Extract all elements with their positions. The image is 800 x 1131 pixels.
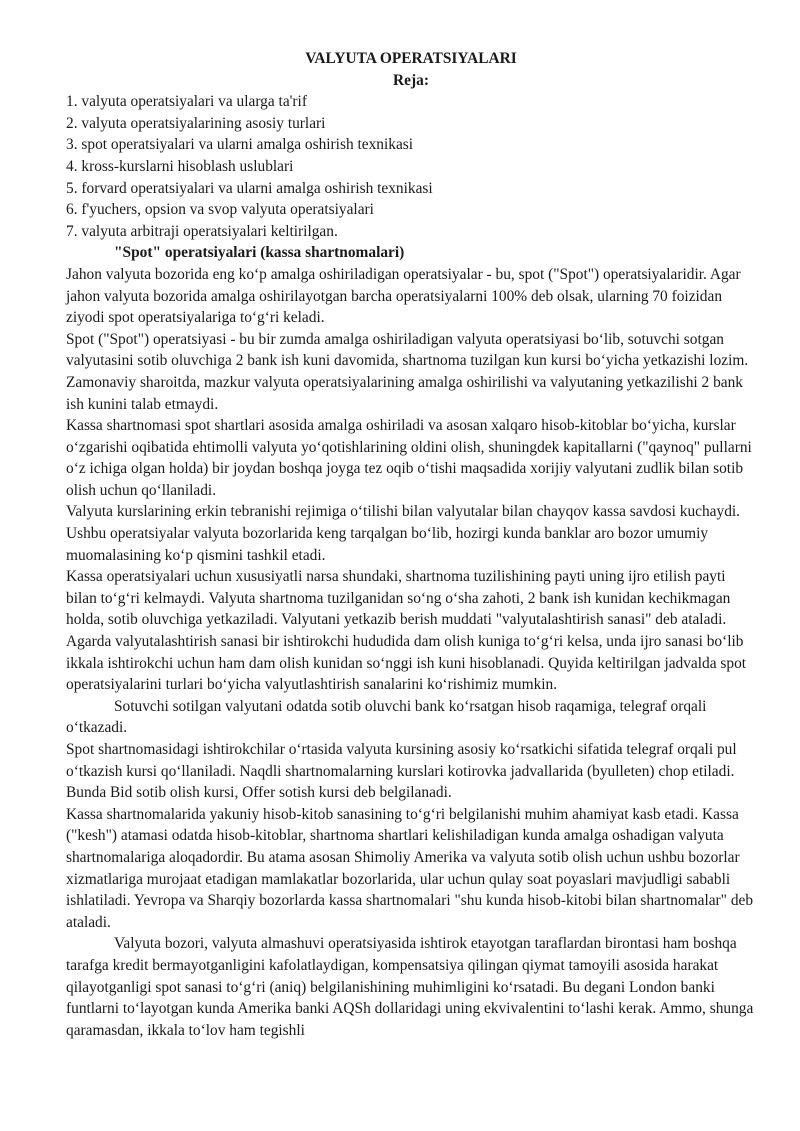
plan-item: 3. spot operatsiyalari va ularni amalga oshirish texnikasi xyxy=(66,136,414,154)
document-page xyxy=(66,48,756,1041)
plan-item: 4. kross-kurslarni hisoblash uslublari xyxy=(66,157,294,175)
paragraph: Spot shartnomasidagi ishtirokchilar oʻrtasida valyuta kursining asosiy koʻrsatkichi sifatida telegraf orqali pul oʻtkazish kursi qoʻllaniladi. Naqdli shartnomalarning kurslari kotirovka jadvallarida (byulleten) chop etiladi. Bunda Bid sotib olish kursi, Offer sotish kursi deb belgilanadi. xyxy=(66,741,737,802)
paragraph: Sotuvchi sotilgan valyutani odatda sotib oluvchi bank koʻrsatgan hisob raqamiga, telegraf orqali oʻtkazadi. xyxy=(66,697,707,737)
paragraph: Valyuta kurslarining erkin tebranishi rejimiga oʻtilishi bilan valyutalar bilan chayqov kassa savdosi kuchaydi. Ushbu operatsiyalar valyuta bozorlarida keng tarqalgan boʻlib, hozirgi kunda banklar aro bozor umumiy muomalasining koʻp qismini tashkil etadi. xyxy=(66,503,741,564)
paragraph: Spot ("Spot") operatsiyasi - bu bir zumda amalga oshiriladigan valyuta operatsiyasi boʻlib, sotuvchi sotgan valyutasini sotib oluvchiga 2 bank ish kuni davomida, shartnoma tuzilgan kun kursi boʻyicha yetkazishi lozim. Zamonaviy sharoitda, mazkur valyuta operatsiyalarining amalga oshirilishi va valyutaning yetkazilishi 2 bank ish kunini talab etmaydi. xyxy=(66,330,749,413)
paragraph: Valyuta bozori, valyuta almashuvi operatsiyasida ishtirok etayotgan taraflardan birontasi ham boshqa tarafga kredit bermayotganligini kafolatlaydigan, kompensatsiya qilingan qiymat tamoyili asosida harakat qilayotganligi spot sanasi toʻgʻri (aniq) belgilanishining muhimligini koʻrsatadi. Bu degani London banki funtlarni toʻlayotgan kunda Amerika banki AQSh dollaridagi uning ekvivalentini toʻlashi kerak. Ammo, shunga qaramasdan, ikkala toʻlov ham tegishli xyxy=(66,935,754,1039)
plan-item: 6. f'yuchers, opsion va svop valyuta operatsiyalari xyxy=(66,201,374,219)
paragraph: Jahon valyuta bozorida eng koʻp amalga oshiriladigan operatsiyalar - bu, spot ("Spot") operatsiyalaridir. Agar jahon valyuta bozorida amalga oshirilayotgan barcha operatsiyalarni 100% deb olsak, ularning 70 foizidan ziyodi spot operatsiyalariga toʻgʻri keladi. xyxy=(66,265,741,327)
paragraph: Kassa shartnomalarida yakuniy hisob-kitob sanasining toʻgʻri belgilanishi muhim ahamiyat kasb etadi. Kassa ("kesh") atamasi odatda hisob-kitoblar, shartnoma shartlari kelishiladigan kunda amalga oshadigan valyuta shartnomalariga aloqadordir. Bu atama asosan Shimoliy Amerika va valyuta sotib olish uchun ushbu bozorlar xizmatlariga murojaat etadigan mamlakatlar bozorlarida, ular uchun qulay soat poyaslari mavjudligi sababli ishlatiladi. Yevropa va Sharqiy bozorlarda kassa shartnomalari "shu kunda hisob-kitobi bilan shartnomalar" deb ataladi. xyxy=(66,805,754,931)
plan-list xyxy=(66,91,756,242)
plan-item: 2. valyuta operatsiyalarining asosiy turlari xyxy=(66,114,326,132)
plan-heading: Reja: xyxy=(393,71,429,89)
section-heading: "Spot" operatsiyalari (kassa shartnomalari) xyxy=(114,244,405,262)
paragraph: Kassa shartnomasi spot shartlari asosida amalga oshiriladi va asosan xalqaro hisob-kitoblar boʻyicha, kurslar oʻzgarishi oqibatida ehtimolli valyuta yoʻqotishlarining oldini olish, shuningdek kapitallarni ("qaynoq" pullarni oʻz ichiga olgan holda) bir joydan boshqa joyga tez oqib oʻtishi maqsadida xorijiy valyutani zudlik bilan sotib olish uchun qoʻllaniladi. xyxy=(66,417,752,499)
plan-item: 1. valyuta operatsiyalari va ularga ta'rif xyxy=(66,93,307,111)
paragraph: Kassa operatsiyalari uchun xususiyatli narsa shundaki, shartnoma tuzilishining payti uning ijro etilish payti bilan toʻgʻri kelmaydi. Valyuta shartnoma tuzilganidan soʻng oʻsha zahoti, 2 bank ish kunidan kechikmagan holda, sotib oluvchiga yetkaziladi. Valyutani yetkazib berish muddati "valyutalashtirish sanasi" deb ataladi. Agarda valyutalashtirish sanasi bir ishtirokchi hududida dam olish kuniga toʻgʻri kelsa, unda ijro sanasi boʻlib ikkala ishtirokchi uchun ham dam olish kunidan soʻnggi ish kuni hisoblanadi. Quyida keltirilgan jadvalda spot operatsiyalarini turlari boʻyicha valyutlashtirish sanalarini koʻrishimiz mumkin. xyxy=(66,568,747,694)
plan-item: 7. valyuta arbitraji operatsiyalari keltirilgan. xyxy=(66,222,338,240)
plan-item: 5. forvard operatsiyalari va ularni amalga oshirish texnikasi xyxy=(66,179,433,197)
document-title: VALYUTA OPERATSIYALARI xyxy=(305,50,517,67)
